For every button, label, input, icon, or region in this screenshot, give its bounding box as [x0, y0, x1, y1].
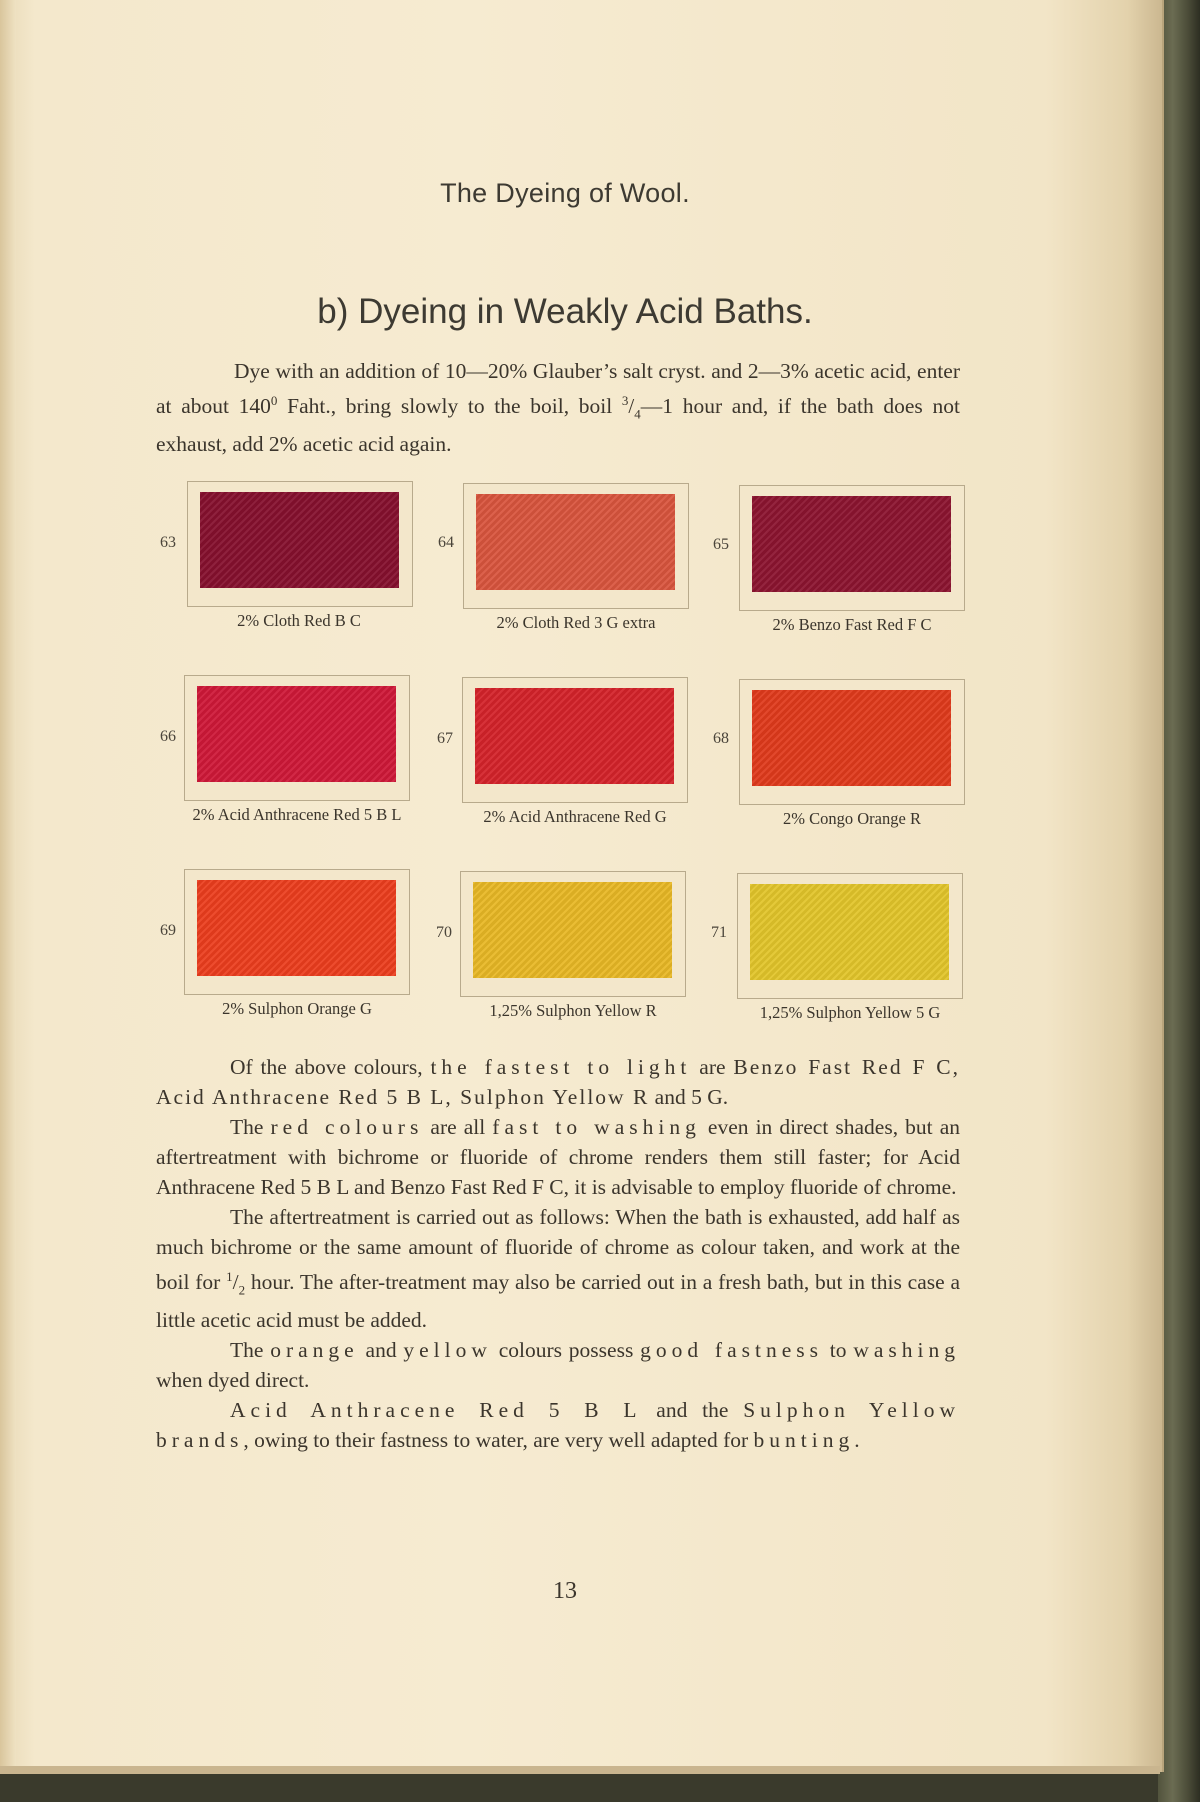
sample-caption: 2% Congo Orange R — [783, 809, 921, 828]
paragraph-red-colours: The red colours are all fast to washing even in direct shades, but an aftertreatment with bichrome or fluoride of chrome renders them still faster; for Acid Anthracene Red 5 B L and Benzo Fast Red F C, it is advisable to employ fluoride of chrome. — [156, 1115, 960, 1199]
section-title: b) Dyeing in Weakly Acid Baths. — [317, 292, 813, 331]
sample-caption: 2% Cloth Red 3 G extra — [496, 613, 656, 632]
sample-card — [184, 869, 410, 995]
sample-caption: 1,25% Sulphon Yellow 5 G — [759, 1003, 941, 1022]
degree-mark: 0 — [270, 393, 278, 408]
wool-swatch — [752, 690, 951, 786]
fraction-denominator: 4 — [634, 406, 641, 422]
wool-swatch — [476, 494, 675, 590]
wool-swatch — [473, 882, 672, 978]
sample-caption: 2% Acid Anthracene Red G — [483, 807, 667, 826]
sample-card — [737, 873, 963, 999]
intro-text: Faht., bring slowly to the boil, boil — [277, 394, 622, 419]
sample-number: 67 — [437, 730, 453, 747]
paragraph-orange-yellow: The orange and yellow colours possess good fastness to washing when dyed direct. — [156, 1338, 960, 1393]
sample-caption: 2% Sulphon Orange G — [222, 999, 372, 1018]
sample-number: 68 — [713, 730, 729, 747]
intro-text: Dye with an addition of 10—20% Glauber’s salt cryst. and 2—3% acetic acid, enter at about 140 — [156, 359, 960, 419]
book-spine — [1158, 0, 1200, 1802]
wool-swatch — [200, 492, 399, 588]
paragraph-bunting: Acid Anthracene Red 5 B L and the Sulphon Yellow brands, owing to their fastness to water, are very well adapted for bunting. — [156, 1398, 961, 1453]
running-head: The Dyeing of Wool. — [440, 178, 690, 208]
wool-swatch — [752, 496, 951, 592]
sample-number: 69 — [160, 922, 176, 939]
body-text — [156, 1052, 960, 1455]
sample-number: 71 — [711, 924, 727, 941]
sample-number: 63 — [160, 534, 176, 551]
sample-card — [739, 485, 965, 611]
sample-number: 64 — [438, 534, 454, 551]
intro-paragraph: Dye with an addition of 10—20% Glauber’s salt cryst. and 2—3% acetic acid, enter at about $140^0$ Faht., bring slowly to the boil, boil $^3/_4—1$ hour and, if the bath does not exhaust, add 2% acetic acid again. — [156, 359, 960, 457]
sample-caption: 2% Benzo Fast Red F C — [772, 615, 932, 634]
page-number: 13 — [553, 1578, 577, 1604]
paragraph-aftertreatment: The aftertreatment is carried out as follows: When the bath is exhausted, add half as much bichrome or the same amount of fluoride of chrome as colour taken, and work at the boil for $^1/_2$ hour. The after-treatment may also be carried out in a fresh bath, but in this case a little acetic acid must be added. — [156, 1205, 960, 1333]
wool-swatch — [475, 688, 674, 784]
sample-card — [187, 481, 413, 607]
wool-swatch — [197, 686, 396, 782]
sample-card — [184, 675, 410, 801]
sample-number: 65 — [713, 536, 729, 553]
sample-card — [463, 483, 689, 609]
wool-swatch — [197, 880, 396, 976]
sample-card — [460, 871, 686, 997]
sample-card — [739, 679, 965, 805]
fraction-numerator: 3 — [621, 393, 629, 408]
sample-number: 70 — [436, 924, 452, 941]
sample-caption: 2% Cloth Red B C — [237, 611, 361, 630]
wool-swatch — [750, 884, 949, 980]
paragraph-fastness-light: Of the above colours, the fastest to light are Benzo Fast Red F C, Acid Anthracene Red 5 B L, Sulphon Yellow R and 5 G. — [156, 1055, 960, 1109]
sample-card — [462, 677, 688, 803]
sample-number: 66 — [160, 728, 176, 745]
sample-caption: 1,25% Sulphon Yellow R — [489, 1001, 657, 1020]
intro-text: —1 hour and, if the bath does not exhaust, add 2% acetic acid again. — [156, 394, 960, 457]
sample-caption: 2% Acid Anthracene Red 5 B L — [192, 805, 402, 824]
